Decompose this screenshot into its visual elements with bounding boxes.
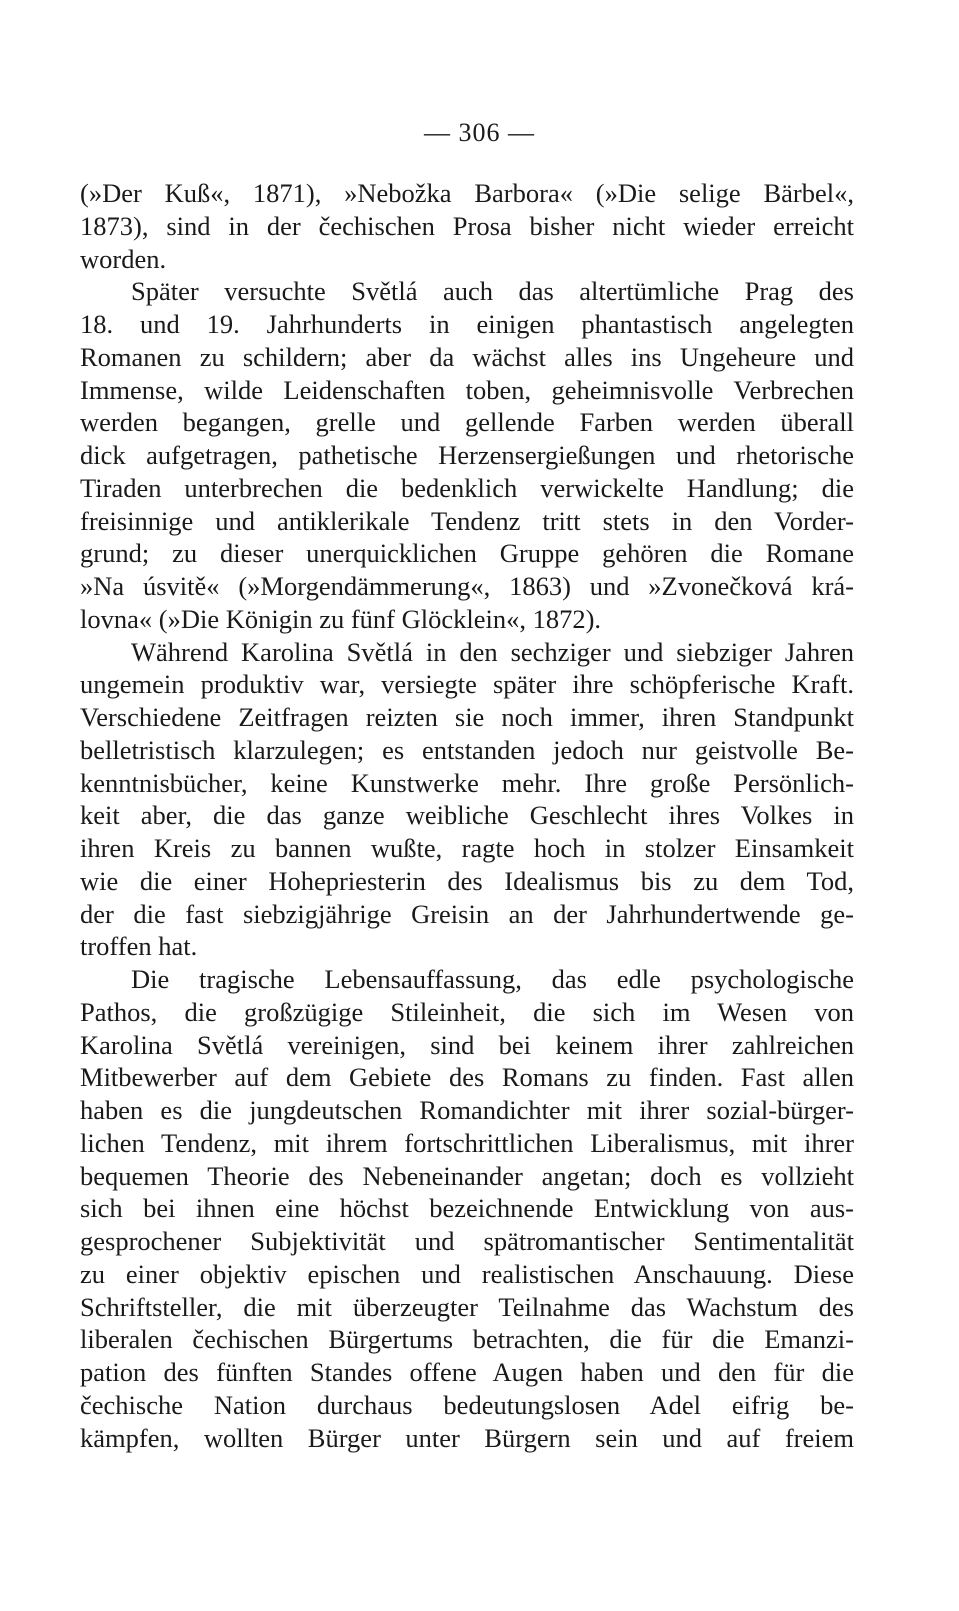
text-line: bequemen Theorie des Nebeneinander angetan; doch es vollzieht [80,1160,854,1191]
text-line: Verschiedene Zeitfragen reizten sie noch immer, ihren Standpunkt [80,702,854,732]
text-line: (»Der Kuß«, 1871), »Nebožka Barbora« (»Die selige Bärbel«, [80,178,854,208]
page-number: — 306 — [424,118,535,147]
text-line: werden begangen, grelle und gellende Farben werden überall [80,407,854,438]
text-line: Schriftsteller, die mit überzeugter Teilnahme das Wachstum des [80,1291,854,1322]
text-line: »Na úsvitě« (»Morgendämmerung«, 1863) und »Zvonečková krá- [80,571,854,601]
text-line: zu einer objektiv epischen und realistischen Anschauung. Diese [80,1258,854,1289]
paragraph [80,636,854,964]
text-line: liberalen čechischen Bürgertums betrachten, die für die Emanzi- [80,1324,854,1355]
text-line: kenntnisbücher, keine Kunstwerke mehr. Ihre große Persönlich- [80,767,854,798]
paragraph [80,963,854,1454]
text-line: kämpfen, wollten Bürger unter Bürgern sein und auf freiem [80,1422,854,1453]
text-line: freisinnige und antiklerikale Tendenz tritt stets in den Vorder- [80,505,854,536]
text-line: Die tragische Lebensauffassung, das edle psychologische [131,964,854,994]
text-line: der die fast siebzigjährige Greisin an der Jahrhundertwende ge- [80,898,854,929]
text-line: dick aufgetragen, pathetische Herzensergießungen und rhetorische [80,440,854,470]
text-line: haben es die jungdeutschen Romandichter mit ihrer sozial-bürger- [80,1095,854,1125]
text-line: ungemein produktiv war, versiegte später ihre schöpferische Kraft. [80,669,854,700]
text-line: pation des fünften Standes offene Augen haben und den für die [80,1357,854,1387]
paragraph [80,177,854,275]
text-line: keit aber, die das ganze weibliche Geschlecht ihres Volkes in [80,800,854,831]
text-line: ihren Kreis zu bannen wußte, ragte hoch in stolzer Einsamkeit [80,833,854,863]
text-line: wie die einer Hohepriesterin des Idealismus bis zu dem Tod, [80,865,854,896]
text-line: Während Karolina Světlá in den sechziger und siebziger Jahren [131,636,854,667]
text-line: čechische Nation durchaus bedeutungslosen Adel eifrig be- [80,1389,854,1420]
text-line: grund; zu dieser unerquicklichen Gruppe gehören die Romane [80,538,854,569]
text-line: Karolina Světlá vereinigen, sind bei keinem ihrer zahlreichen [80,1029,854,1060]
text-line: gesprochener Subjektivität und spätromantischer Sentimentalität [80,1226,854,1256]
paragraph [80,275,854,635]
text-line: 1873), sind in der čechischen Prosa bisher nicht wieder erreicht [80,210,854,241]
text-line: Pathos, die großzügige Stileinheit, die sich im Wesen von [80,996,854,1027]
text-line: Immense, wilde Leidenschaften toben, geheimnisvolle Verbrechen [80,374,854,405]
body-text [80,177,854,1454]
text-line: lovna« (»Die Königin zu fünf Glöcklein«, 1872). [80,603,602,634]
text-line: sich bei ihnen eine höchst bezeichnende Entwicklung von aus- [80,1193,854,1224]
text-line: 18. und 19. Jahrhunderts in einigen phantastisch angelegten [80,309,854,339]
text-line: belletristisch klarzulegen; es entstanden jedoch nur geistvolle Be- [80,734,854,765]
text-line: Mitbewerber auf dem Gebiete des Romans zu finden. Fast allen [80,1062,854,1093]
text-line: Tiraden unterbrechen die bedenklich verwickelte Handlung; die [80,472,854,503]
text-line: Romanen zu schildern; aber da wächst alles ins Ungeheure und [80,341,854,372]
text-line: Später versuchte Světlá auch das altertümliche Prag des [131,276,854,307]
text-line: lichen Tendenz, mit ihrem fortschrittlichen Liberalismus, mit ihrer [80,1127,854,1158]
text-line: worden. [80,243,167,274]
text-line: troffen hat. [80,931,198,962]
